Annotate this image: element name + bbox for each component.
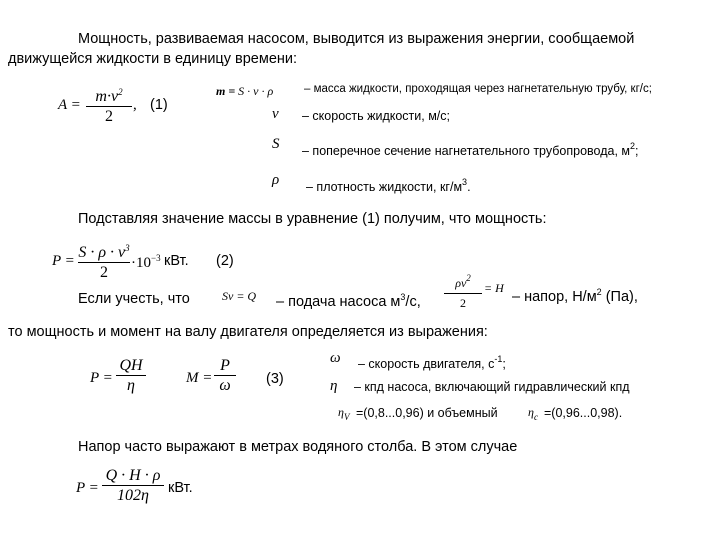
considering-text: Если учесть, что	[78, 291, 190, 307]
eq2-unit: кВт.	[164, 253, 189, 269]
head-numerator: ρv	[455, 276, 467, 290]
eq2-factor: $\cdot 10^{-3}$	[131, 253, 161, 271]
definition-omega: – скорость двигателя, $с^{-1}$;	[358, 354, 506, 371]
eq2-number: (2)	[216, 253, 234, 269]
symbol-S: S	[272, 136, 280, 152]
symbol-omega: ω	[330, 350, 341, 366]
eq3-m-fraction	[214, 357, 236, 394]
eq1-lhs: A =	[58, 97, 81, 113]
eq3-number: (3)	[266, 371, 284, 387]
eq2-exponent: 3	[125, 243, 130, 253]
head-denominator: 2	[460, 296, 466, 310]
symbol-v: v	[272, 106, 279, 122]
eq1-denominator: 2	[105, 108, 113, 125]
definition-eta: – кпд насоса, включающий гидравлический кпд	[354, 380, 630, 394]
eq1-numerator: m·v	[95, 88, 119, 105]
eta-c-value: =(0,96...0,98).	[544, 406, 623, 420]
eq2-numerator: S · ρ · v	[78, 244, 126, 261]
power-moment-text: то мощность и момент на валу двигателя определяется из выражения:	[8, 324, 488, 340]
definition-mass: – масса жидкости, проходящая через нагнетательную трубу, кг/с;	[304, 83, 652, 95]
eq4-fraction	[102, 467, 164, 504]
head-label: – напор, $Н/м^2$ (Па),	[512, 287, 638, 305]
definition-velocity: – скорость жидкости, м/с;	[302, 109, 450, 123]
eq3-m-numerator: P	[220, 357, 230, 374]
eq1-exponent: 2	[118, 87, 123, 97]
head-fraction: $\rho v^2$ 2	[444, 270, 482, 312]
eq3-m-denominator: ω	[219, 377, 231, 394]
symbol-eta-c: $\eta_c$	[528, 405, 538, 422]
intro-line-1: Мощность, развиваемая насосом, выводится из выражения энергии, сообщаемой	[78, 31, 635, 47]
definition-density: – плотность жидкости, $кг/м^3$.	[306, 177, 471, 194]
eq3-p-numerator: QH	[119, 357, 143, 374]
intro-line-2: движущейся жидкости в единицу времени:	[8, 51, 298, 67]
mass-formula-lhs: m =	[216, 84, 236, 98]
symbol-eta-v: $\eta_V$	[338, 405, 350, 422]
head-text: Напор часто выражают в метрах водяного столба. В этом случае	[78, 439, 518, 455]
eq3-p-lhs: P =	[90, 370, 113, 386]
eq4-unit: кВт.	[168, 480, 193, 496]
flow-label: – подача насоса $м^3/с$,	[276, 292, 421, 310]
symbol-eta: η	[330, 378, 338, 394]
eq1-comma: ,	[133, 97, 137, 113]
eq2-lhs: P =	[52, 253, 75, 269]
head-rhs: = H	[484, 281, 504, 295]
mass-formula	[216, 84, 273, 99]
eq3-m-lhs: M =	[186, 370, 213, 386]
eq1-fraction	[86, 84, 132, 125]
eta-v-value: =(0,8...0,96) и объемный	[356, 406, 498, 420]
considering-formula: Sv = Q	[222, 289, 257, 303]
mass-formula-rhs: S · v · ρ	[238, 84, 274, 98]
eq3-p-denominator: η	[127, 377, 135, 394]
eq4-denominator: 102η	[117, 487, 149, 504]
eq2-denominator: 2	[100, 264, 108, 281]
eq4-lhs: P =	[76, 480, 99, 496]
eq4-numerator: Q · H · ρ	[105, 467, 161, 484]
definition-area: – поперечное сечение нагнетательного трубопровода, $м^2$;	[302, 141, 639, 158]
symbol-rho: ρ	[272, 172, 280, 188]
eq1-number: (1)	[150, 97, 168, 113]
eq2-fraction	[78, 240, 130, 281]
substitution-text: Подставляя значение массы в уравнение (1) получим, что мощность:	[78, 211, 547, 227]
eq3-p-fraction	[116, 357, 146, 394]
